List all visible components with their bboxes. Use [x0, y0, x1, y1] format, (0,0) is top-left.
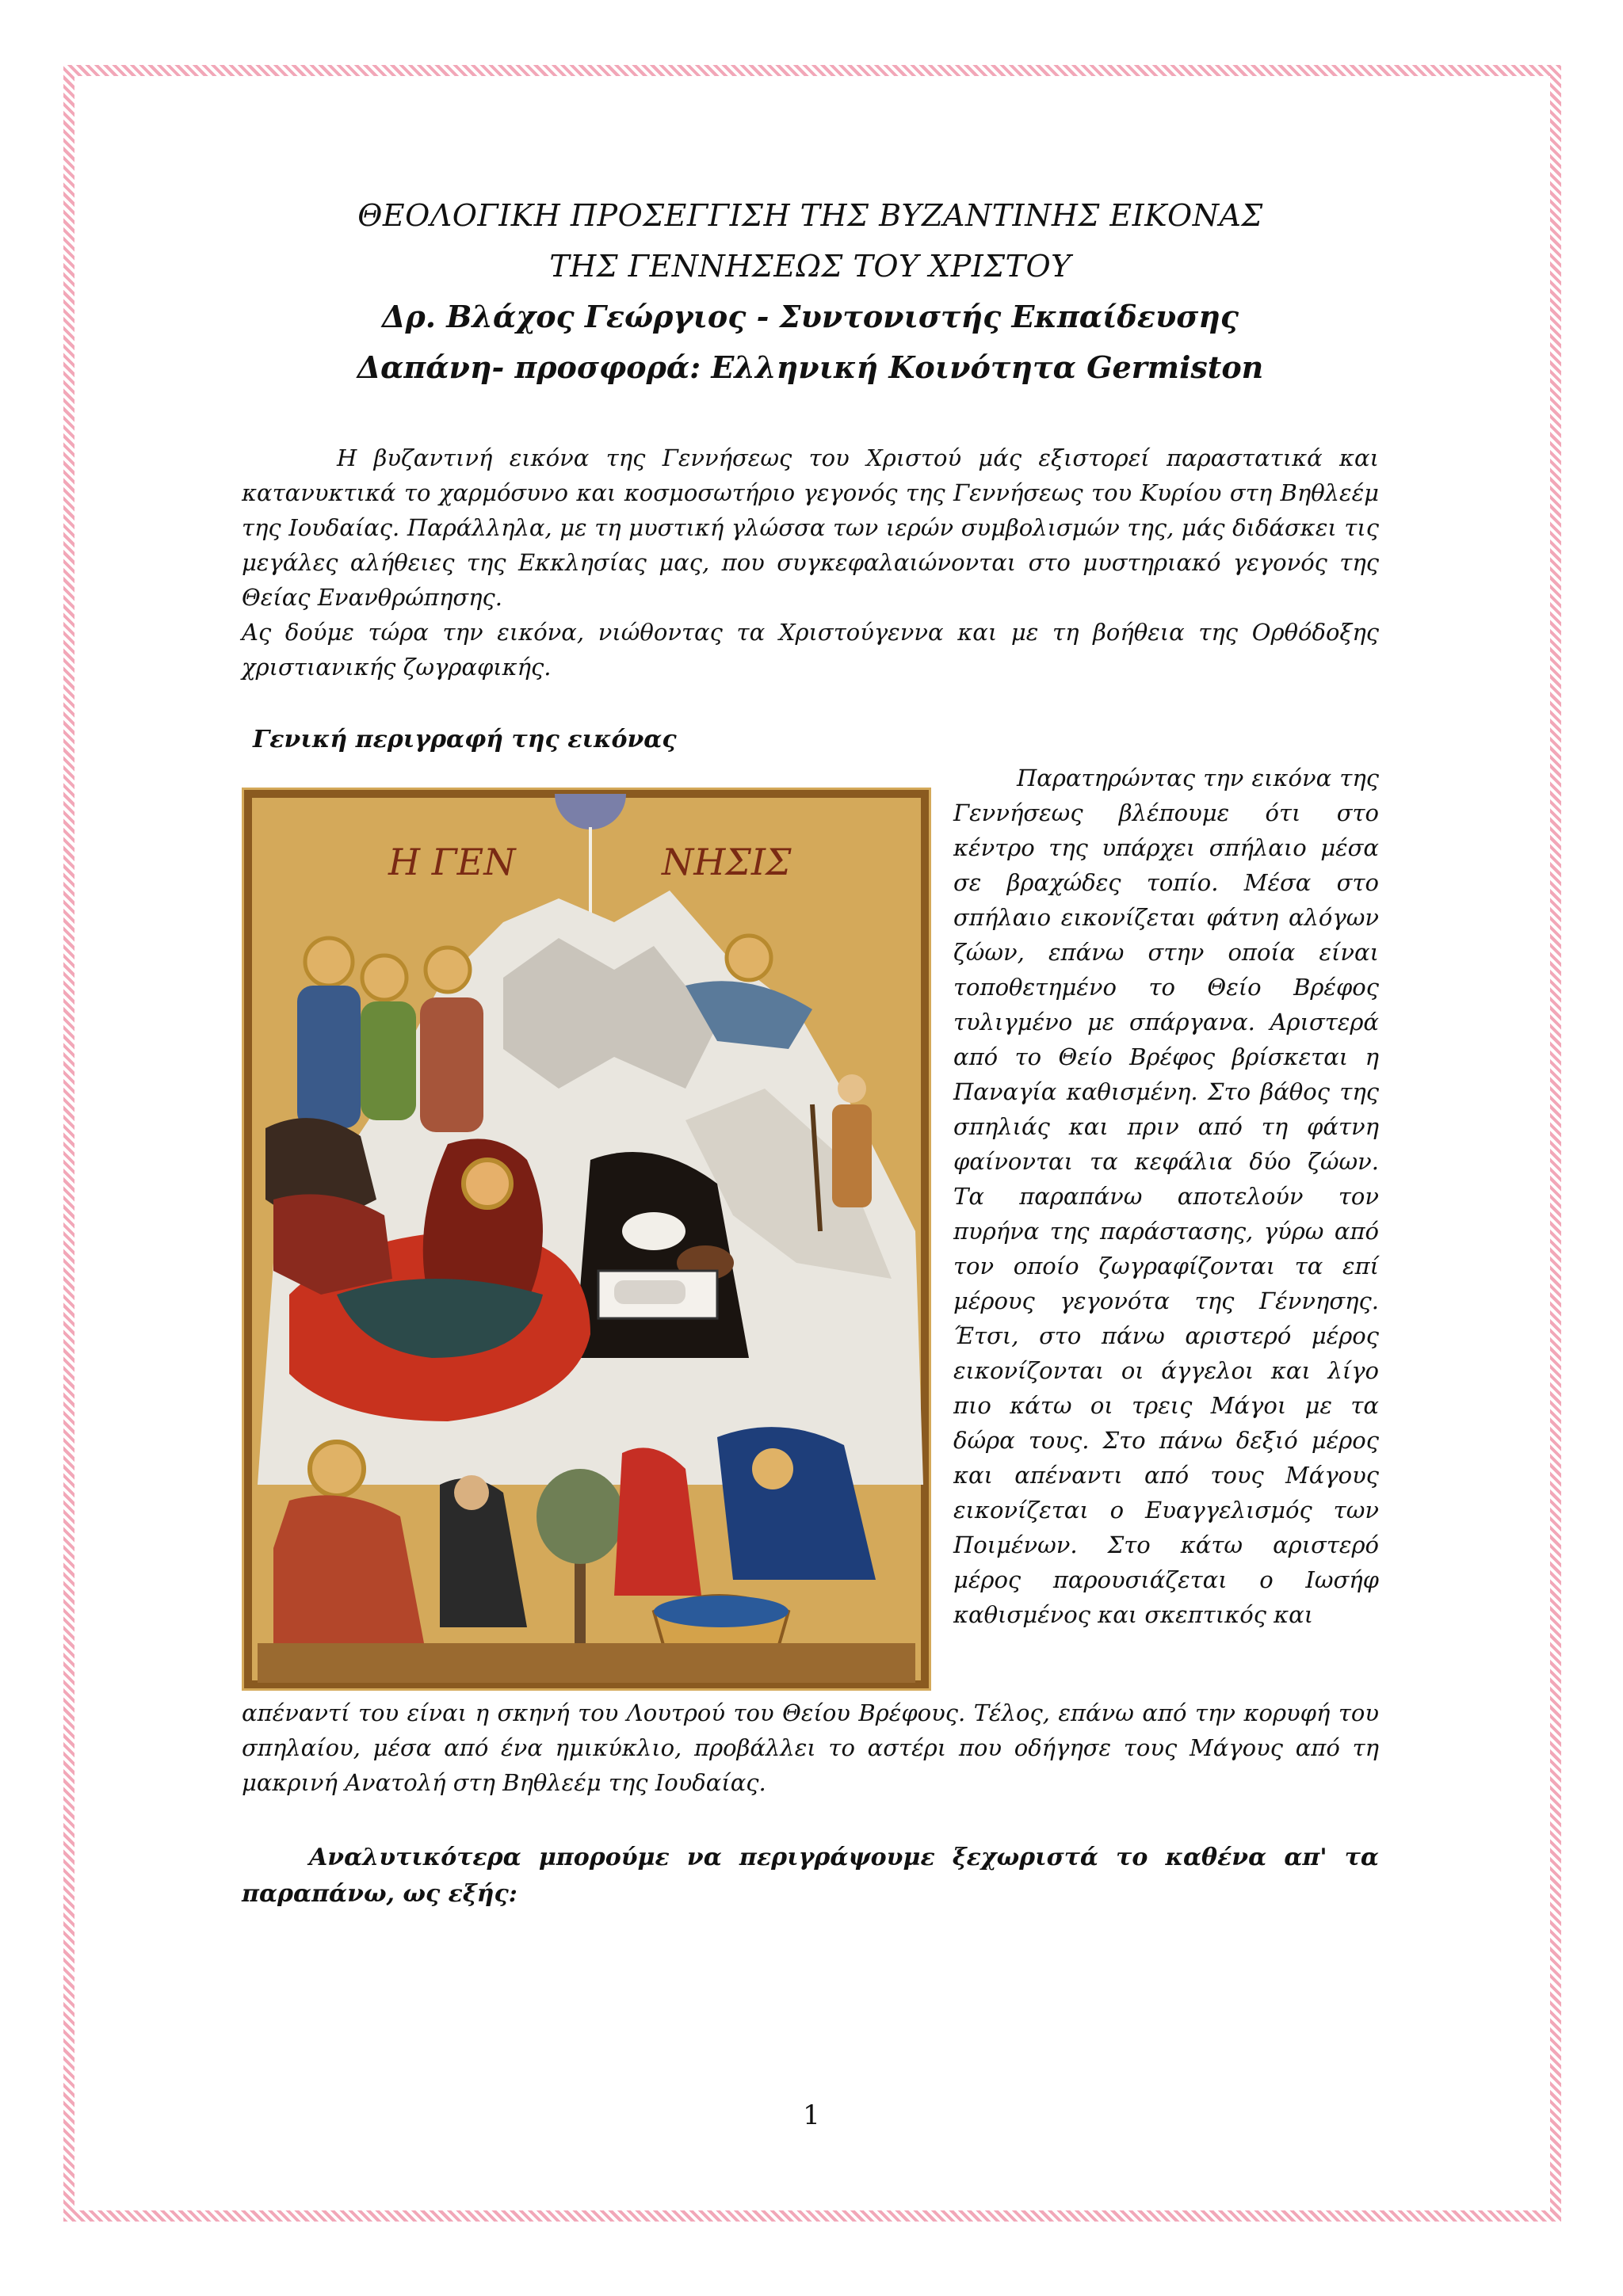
title-line-1: ΘΕΟΛΟΓΙΚΗ ΠΡΟΣΕΓΓΙΣΗ ΤΗΣ ΒΥΖΑΝΤΙΝΗΣ ΕΙΚΟΝΑΣ — [357, 198, 1263, 233]
document-body — [242, 190, 1379, 1936]
title-line-2: ΤΗΣ ΓΕΝΝΗΣΕΩΣ ΤΟΥ ΧΡΙΣΤΟΥ — [549, 249, 1071, 284]
intro-paragraph: Η βυζαντινή εικόνα της Γεννήσεως του Χριστού μάς εξιστορεί παραστατικά και κατανυκτικά το χαρμόσυνο και κοσμοσωτήριο γεγονός της Γεννήσεως του Κυρίου στη Βηθλεέμ της Ιουδαίας. Παράλληλα, με τη μυστική γλώσσα των ιερών συμβολισμών της, μάς διδάσκει τις μεγάλες αλήθειες της Εκκλησίας μας, που συγκεφαλαιώνονται στο μυστηριακό γεγονός της Θείας Ενανθρώπησης. — [242, 444, 1379, 611]
section-heading: Γενική περιγραφή της εικόνας — [253, 726, 677, 753]
icon-inscription-left: Η ΓΕΝ — [388, 841, 516, 883]
page-number: 1 — [803, 2100, 820, 2131]
figure-row — [242, 761, 1379, 1695]
side-paragraph: Παρατηρώντας την εικόνα της Γεννήσεως βλέπουμε ότι στο κέντρο της υπάρχει σπήλαιο μέσα σε βραχώδες τοπίο. Μέσα στο σπήλαιο εικονίζεται φάτνη αλόγων ζώων, επάνω στην οποία είναι τοποθετημένο το Θείο Βρέφος τυλιγμένο με σπάργανα. Αριστερά από το Θείο Βρέφος βρίσκεται η Παναγία καθισμένη. Στο βάθος της σπηλιάς και πριν από τη φάτνη φαίνονται τα κεφάλια δύο ζώων. Τα παραπάνω αποτελούν τον πυρήνα της παράστασης, γύρω από τον οποίο ζωγραφίζονται τα επί μέρους γεγονότα της Γέννησης. Έτσι, στο πάνω αριστερό μέρος εικονίζονται οι άγγελοι και λίγο πιο κάτω οι τρεις Μάγοι με τα δώρα τους. Στο πάνω δεξιό μέρος και απέναντι από τους Μάγους εικονίζεται ο Ευαγγελισμός των Ποιμένων. Στο κάτω αριστερό μέρος παρουσιάζεται ο Ιωσήφ καθισμένος και σκεπτικός και — [953, 765, 1379, 1628]
analytic-paragraph: Αναλυτικότερα μπορούμε να περιγράψουμε ξεχωριστά το καθένα απ' τα παραπάνω, ως εξής: — [242, 1844, 1379, 1908]
nativity-icon-image — [242, 788, 931, 1691]
icon-inscription-right: ΝΗΣΙΣ — [662, 841, 792, 883]
author-line: Δρ. Βλάχος Γεώργιος - Συντονιστής Εκπαίδευσης — [382, 299, 1239, 334]
after-figure-paragraph: απέναντί του είναι η σκηνή του Λουτρού του Θείου Βρέφους. Τέλος, επάνω από την κορυφή του σπηλαίου, μέσα από ένα ημικύκλιο, προβάλλει το αστέρι που οδήγησε τους Μάγους από τη μακρινή Ανατολή στη Βηθλεέμ της Ιουδαίας. — [242, 1699, 1379, 1796]
side-text-column — [953, 761, 1379, 1632]
sponsor-line: Δαπάνη- προσφορά: Ελληνική Κοινότητα Germiston — [357, 349, 1264, 385]
intro-paragraph-2: Ας δούμε τώρα την εικόνα, νιώθοντας τα Χριστούγεννα και με τη βοήθεια της Ορθόδοξης χριστιανικής ζωγραφικής. — [242, 619, 1379, 681]
